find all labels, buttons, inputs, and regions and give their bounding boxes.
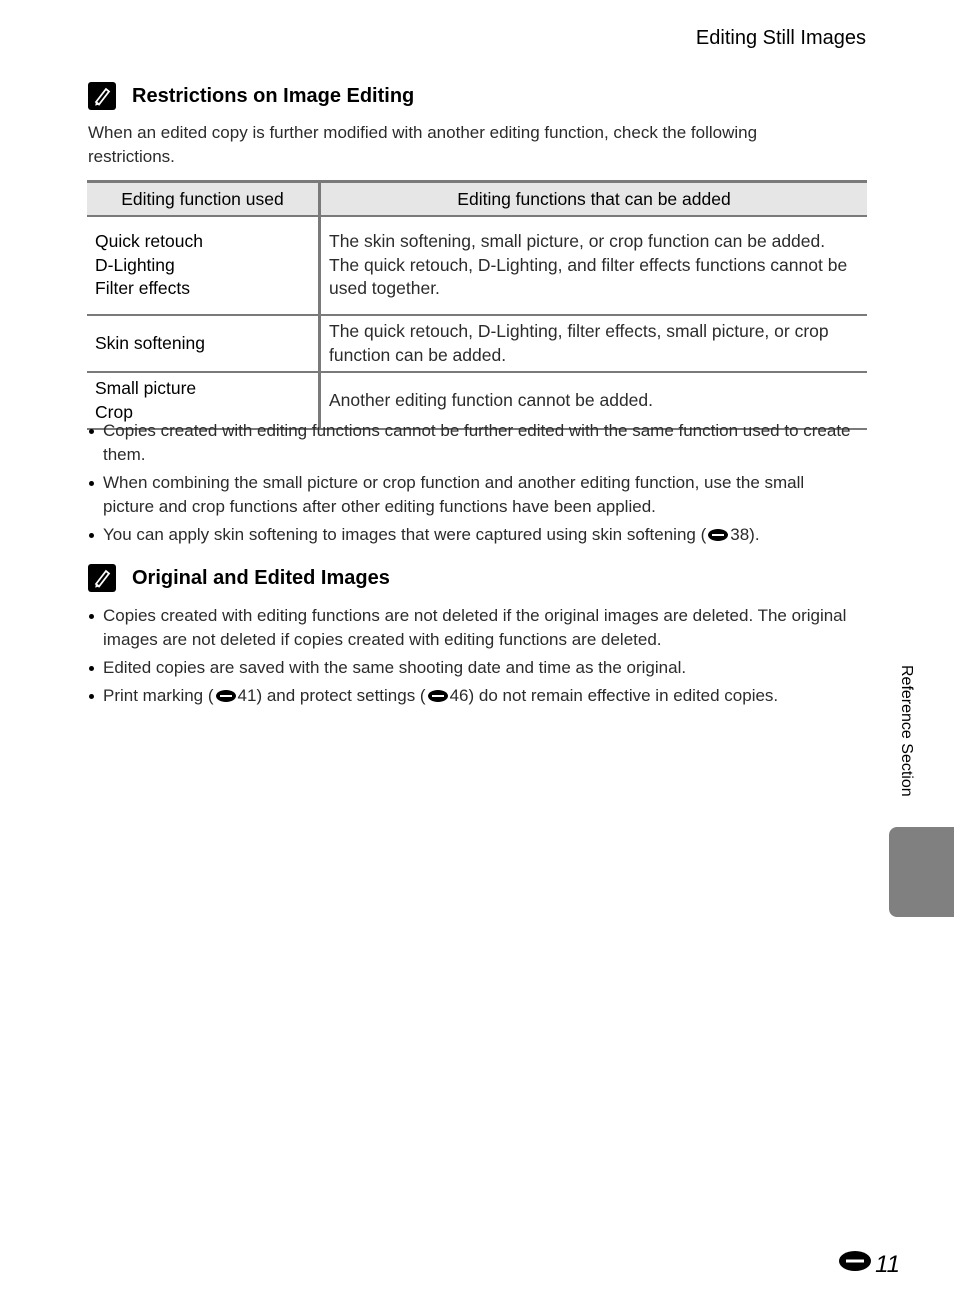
function-cell <box>87 216 320 315</box>
page-reference: 41 <box>237 686 257 705</box>
restrictions-heading <box>88 82 414 110</box>
list-item: Edited copies are saved with the same shooting date and time as the original. <box>88 656 858 680</box>
section-title: Original and Edited Images <box>132 566 390 589</box>
list-item-text: ) do not remain effective in edited copies. <box>468 686 779 705</box>
page-reference: 46 <box>449 686 469 705</box>
description-cell: The quick retouch, D-Lighting, filter effects, small picture, or crop function can be added. <box>320 315 868 372</box>
original-bullet-list <box>88 604 858 714</box>
list-item: When combining the small picture or crop function and another editing function, use the small picture and crop functions after other editing functions have been applied. <box>88 471 858 519</box>
reference-e-icon <box>707 525 729 549</box>
table-header-row <box>87 182 867 217</box>
list-item-text: ). <box>749 525 760 544</box>
section-side-label: Reference Section <box>898 665 915 797</box>
column-header: Editing functions that can be added <box>320 182 868 217</box>
function-name: Quick retouch <box>95 231 203 252</box>
page-number-value: 11 <box>875 1250 900 1278</box>
reference-e-icon <box>838 1250 875 1279</box>
list-item-text: You can apply skin softening to images that were captured using skin softening ( <box>103 525 707 544</box>
pencil-note-icon <box>88 564 116 592</box>
function-cell <box>87 315 320 372</box>
function-name: Small picture <box>95 378 197 398</box>
reference-e-icon <box>427 686 449 710</box>
function-name: D-Lighting <box>95 254 175 275</box>
section-thumb-tab <box>889 827 954 917</box>
list-item: Copies created with editing functions cannot be further edited with the same function used to create them. <box>88 419 858 467</box>
section-title: Restrictions on Image Editing <box>132 84 415 107</box>
page-number <box>838 1250 900 1279</box>
list-item-text: Print marking ( <box>103 686 214 705</box>
table-row <box>87 315 867 372</box>
list-item-text: ) and protect settings ( <box>256 686 426 705</box>
description-cell: The skin softening, small picture, or crop function can be added. The quick retouch, D-Lighting, and filter effects functions cannot be used together. <box>320 216 868 315</box>
function-name: Crop <box>95 401 133 422</box>
reference-e-icon <box>215 686 237 710</box>
function-name: Filter effects <box>95 278 190 299</box>
list-item: Copies created with editing functions are not deleted if the original images are deleted. The original images are not deleted if copies created with editing functions are deleted. <box>88 604 858 652</box>
running-header: Editing Still Images <box>695 27 866 49</box>
function-name: Skin softening <box>95 332 205 353</box>
restrictions-bullet-list <box>88 419 858 553</box>
table-row <box>87 216 867 315</box>
description-cell: Another editing function cannot be added. <box>320 372 868 429</box>
column-header: Editing function used <box>87 182 320 217</box>
list-item <box>88 523 858 549</box>
original-edited-heading <box>88 564 390 592</box>
intro-text: When an edited copy is further modified with another editing function, check the following restrictions. <box>88 123 758 166</box>
list-item <box>88 684 858 710</box>
pencil-note-icon <box>88 82 116 110</box>
page-reference: 38 <box>730 525 750 544</box>
restrictions-table <box>87 180 867 430</box>
